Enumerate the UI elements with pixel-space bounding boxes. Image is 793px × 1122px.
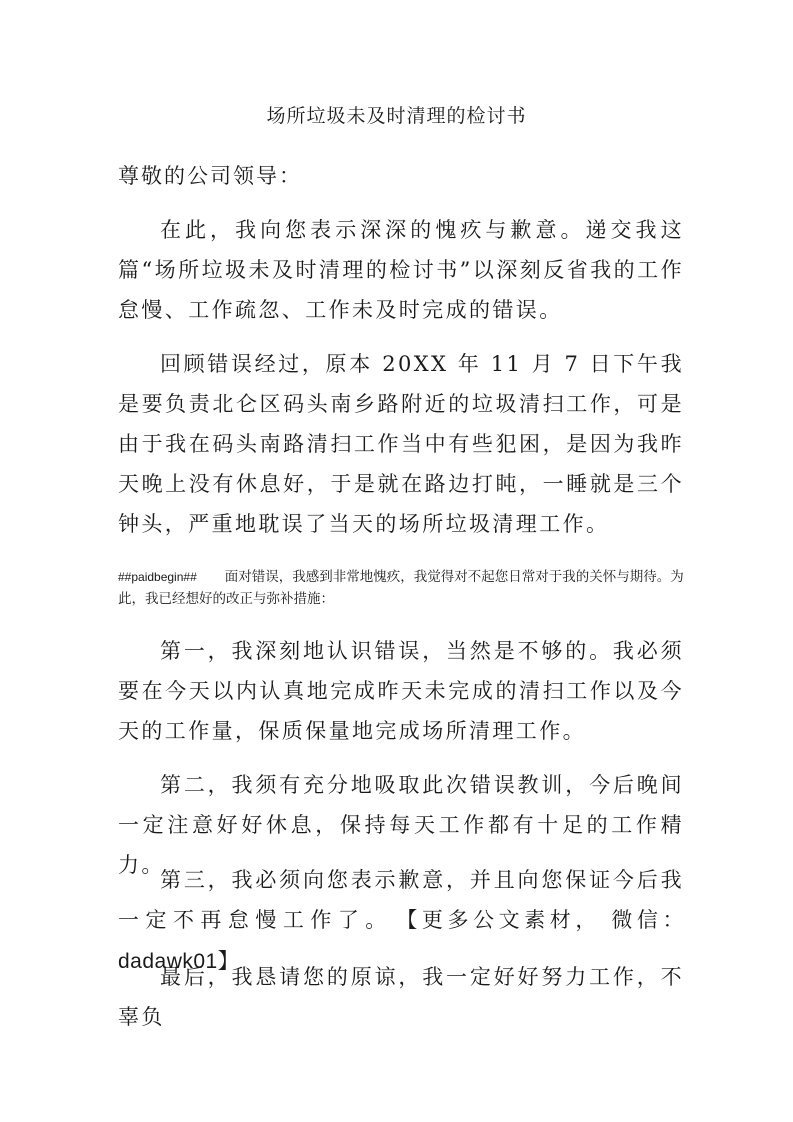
paid-section-intro xyxy=(118,566,684,610)
small-paragraph: 面对错误，我感到非常地愧疚，我觉得对不起您日常对于我的关怀与期待。为此，我已经想好的改正与弥补措施： xyxy=(118,569,684,607)
closing-paragraph: 最后，我恳请您的原谅，我一定好好努力工作，不辜负 xyxy=(118,965,684,1029)
promo-text: 【更多公文素材， 微信：dadawk01】 xyxy=(118,909,684,973)
measure-first: 第一，我深刻地认识错误，当然是不够的。我必须要在今天以内认真地完成昨天未完成的清扫工作以及今天的工作量，保质保量地完成场所清理工作。 xyxy=(118,639,684,743)
measure-third-text: 第三，我必须向您表示歉意，并且向您保证今后我一定不再怠慢工作了。 xyxy=(118,868,684,932)
salutation: 尊敬的公司领导： xyxy=(118,164,302,188)
paid-begin-marker: ##paidbegin## xyxy=(118,570,197,584)
measure-second: 第二，我须有充分地吸取此次错误教训，今后晚间一定注意好好休息，保持每天工作都有十足的工作精力。 xyxy=(118,773,684,877)
document-title: 场所垃圾未及时清理的检讨书 xyxy=(266,105,527,127)
paragraph-apology: 在此，我向您表示深深的愧疚与歉意。递交我这篇“场所垃圾未及时清理的检讨书”以深刻反省我的工作怠慢、工作疏忽、工作未及时完成的错误。 xyxy=(118,218,684,322)
paragraph-review: 回顾错误经过，原本 20XX 年 11 月 7 日下午我是要负责北仑区码头南乡路附近的垃圾清扫工作，可是由于我在码头南路清扫工作当中有些犯困，是因为我昨天晚上没有休息好，于是就在路边打盹，一睡就是三个钟头，严重地耽误了当天的场所垃圾清理工作。 xyxy=(118,352,684,536)
